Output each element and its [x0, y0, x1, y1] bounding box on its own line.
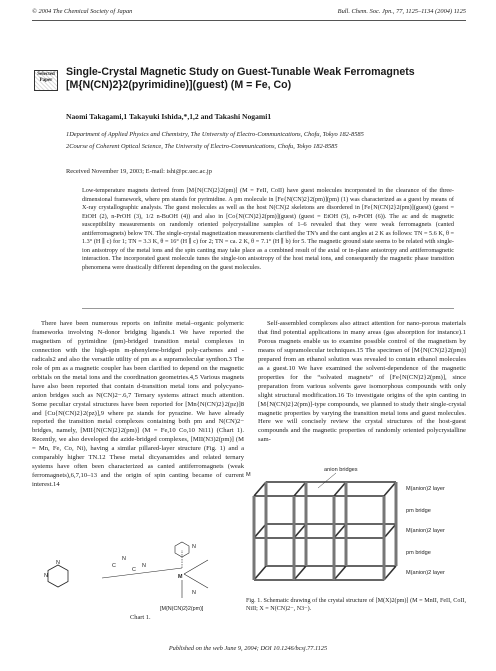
abstract: Low-temperature magnets derived from [M{N(CN)2}2(pm)] (M = FeII, CoII) have guest molecules incorporated in the clearance of the three-dimensional framework, where pm stands for pyrimidine. A pm molecule in [Fe{N(CN)2}2(pm)](pm) (1) was characterized as a guest by means of X-ray crystallographic analysis. The guest molecules as well as the host N(CN)2 skeletons are disordered in [Fe{N(CN)2}2(pm)](guest) (guest = EtOH (2), n-PrOH (3), 1/2 n-BuOH (4)) and also in [Co{N(CN)2}2(pm)](guest) (guest = EtOH (5), n-PrOH (6)). The ac and dc magnetic susceptibility measurements on randomly oriented polycrystalline samples of 1–6 revealed that they were weak ferromagnets (canted antiferromagnets) below TN. The single-crystal magnetization measurements clarified the TN's and the cant angles at 2 K as follows: TN = 5.6 K, θ = 1.3° (H ∥ c) for 1; TN = 3.3 K, θ = 16° (H ∥ c) for 2; TN = ca. 2 K, θ = 7.1° (H ∥ b) for 5. The magnetic ground state seems to be related with single-ion anisotropy of the metal ions and the spin canting may take place as a combined result of the axial or in-plane anisotropy and antiferromagnetic interaction. The incorporated guest molecule tunes the single-ion anisotropy of the host metal ions, and consequently the magnetic phase transition phenomena were drastically different depending on the guest molecules. [82, 187, 454, 271]
received-date: Received November 19, 2003; E-mail: ishi@pc.uec.ac.jp [66, 168, 212, 175]
journal-copyright: © 2004 The Chemical Society of Japan [32, 8, 133, 15]
label-layer-bottom: M(anion)2 layer [406, 570, 445, 576]
logo-text: Selected Paper [37, 72, 55, 83]
chart1-label: Chart 1. [130, 614, 151, 621]
label-layer-top: M(anion)2 layer [406, 486, 445, 492]
atom-c2: C [132, 567, 136, 573]
pyrimidine-ring [44, 560, 68, 587]
body-column-right: Self-assembled complexes also attract attention for nano-porous materials that find potential applications in many areas (gas absorption for instance).1 Porous magnets enable us to examine possible control of the magnetism by means of supramolecular techniques.15 The specimen of [M{N(CN)2}2(pm)] prepared from an ethanol solution was revealed to contain ethanol molecules as a guest.10 We have examined the solvent-dependence of the magnetic properties for the “solvated magnets” of [Fe{N(CN)2}2(pm)], since preparation from various solvents gave isomorphous compounds with only slight structural modification.16 To investigate origins of the spin canting in [M{N(CN)2}2(pm)]-type compounds, we planned to study their single-crystal magnetic properties by varying the transition metal ions and guest molecules. Here we will concisely review the crystal structures of the host-guest compounds and the magnetic properties of randomly oriented polycrystalline sam- [258, 320, 466, 444]
atom-n-mid: N [122, 556, 126, 562]
atom-n-lower: N [192, 590, 196, 596]
figure1-schematic [246, 462, 468, 594]
bottom-layer-grid [254, 566, 396, 580]
label-layer-middle: M(anion)2 layer [406, 528, 445, 534]
paper-title [66, 66, 466, 92]
label-pm-bridge-2: pm bridge [406, 550, 431, 556]
atom-c1: C [112, 563, 116, 569]
publication-footer: Published on the web June 9, 2004; DOI 10.1246/bcsj.77.1125 [168, 645, 328, 652]
pm-n1: N [56, 560, 60, 566]
layer-grids [254, 482, 396, 580]
affiliation-1: 1Department of Applied Physics and Chemistry, The University of Electro-Communications, Chofu, Tokyo 182-8585 [66, 131, 364, 138]
label-pm-bridge-1: pm bridge [406, 508, 431, 514]
affiliation-2: 2Course of Coherent Optical Science, The University of Electro-Communications, Chofu, Tokyo 182-8585 [66, 143, 338, 150]
metal-center [175, 542, 208, 598]
abstract-rule [82, 308, 454, 309]
journal-citation: Bull. Chem. Soc. Jpn., 77, 1125–1134 (2004) 1125 [337, 8, 466, 15]
atom-metal: M [178, 574, 183, 580]
atom-n-upper: N [192, 544, 196, 550]
chart1-formula: [M{N(CN)2}2(pm)] [160, 606, 204, 612]
title-line-2: [M{N(CN)2}2(pyrimidine)](guest) (M = Fe, Co) [66, 79, 292, 91]
body-column-left: There have been numerous reports on infinite metal–organic polymeric frameworks involving N-donor bridging ligands.1 We have reported the magnetism of pyrimidine (pm)-bridged transition metal complexes in connection with the high-spin m-phenylene-bridged poly-carbenes and -radicals2 and also the versatile utility of pm as a supramolecular synthon.3 The role of pm as a magnetic coupler has been clarified to depend on the magnetic orbitals on the metal ions and the coordination geometries.4,5 Various magnets have also been reported that contain d-transition metal ions and polycyano-anion bridges such as N(CN)2−.6,7 Ternary systems attract much attention. Some peculiar crystal structures have been reported for [Mn{N(CN)2}2(pz)]8 and [Cu{N(CN)2}2(pz)],9 where pz stands for pyrazine. We have already reported the transition metal complexes containing both pm and N(CN)2− bridges, namely, [MII{N(CN)2}2(pm)] (M = Fe,10 Co,10 Ni11) (Chart 1). Recently, we also developed the azide-bridged complexes, [MII(N3)2(pm)] (M = Mn, Fe, Co, Ni), having a similar pillared-layer structure (Fig. 1) and a comparably higher TN.12 These metal dicyanamides and related ternary systems have often been characterized as canted antiferromagnets (weak ferromagnets),6,7,10–13 and the origin of spin canting became of current interest.14 [32, 320, 244, 489]
pm-n2: N [44, 573, 48, 579]
atom-n-end: N [142, 563, 146, 569]
chart1-structure [32, 538, 240, 614]
label-anion-bridges: anion bridges [324, 467, 358, 473]
figure1-caption: Fig. 1. Schematic drawing of the crystal structure of [M(X)2(pm)] (M = MnII, FeII, CoII, NiII; X = N(CN)2−, N3−). [246, 598, 466, 613]
top-layer-grid [254, 482, 396, 496]
authors: Naomi Takagami,1 Takayuki Ishida,*,1,2 and Takashi Nogami1 [66, 112, 272, 121]
label-metal: M [246, 472, 251, 478]
middle-layer-grid [254, 524, 396, 538]
selected-paper-logo [34, 70, 58, 91]
header-rule [32, 20, 466, 21]
title-line-1: Single-Crystal Magnetic Study on Guest-Tunable Weak Ferromagnets [66, 66, 415, 78]
dicyanamide-chain [102, 556, 182, 578]
